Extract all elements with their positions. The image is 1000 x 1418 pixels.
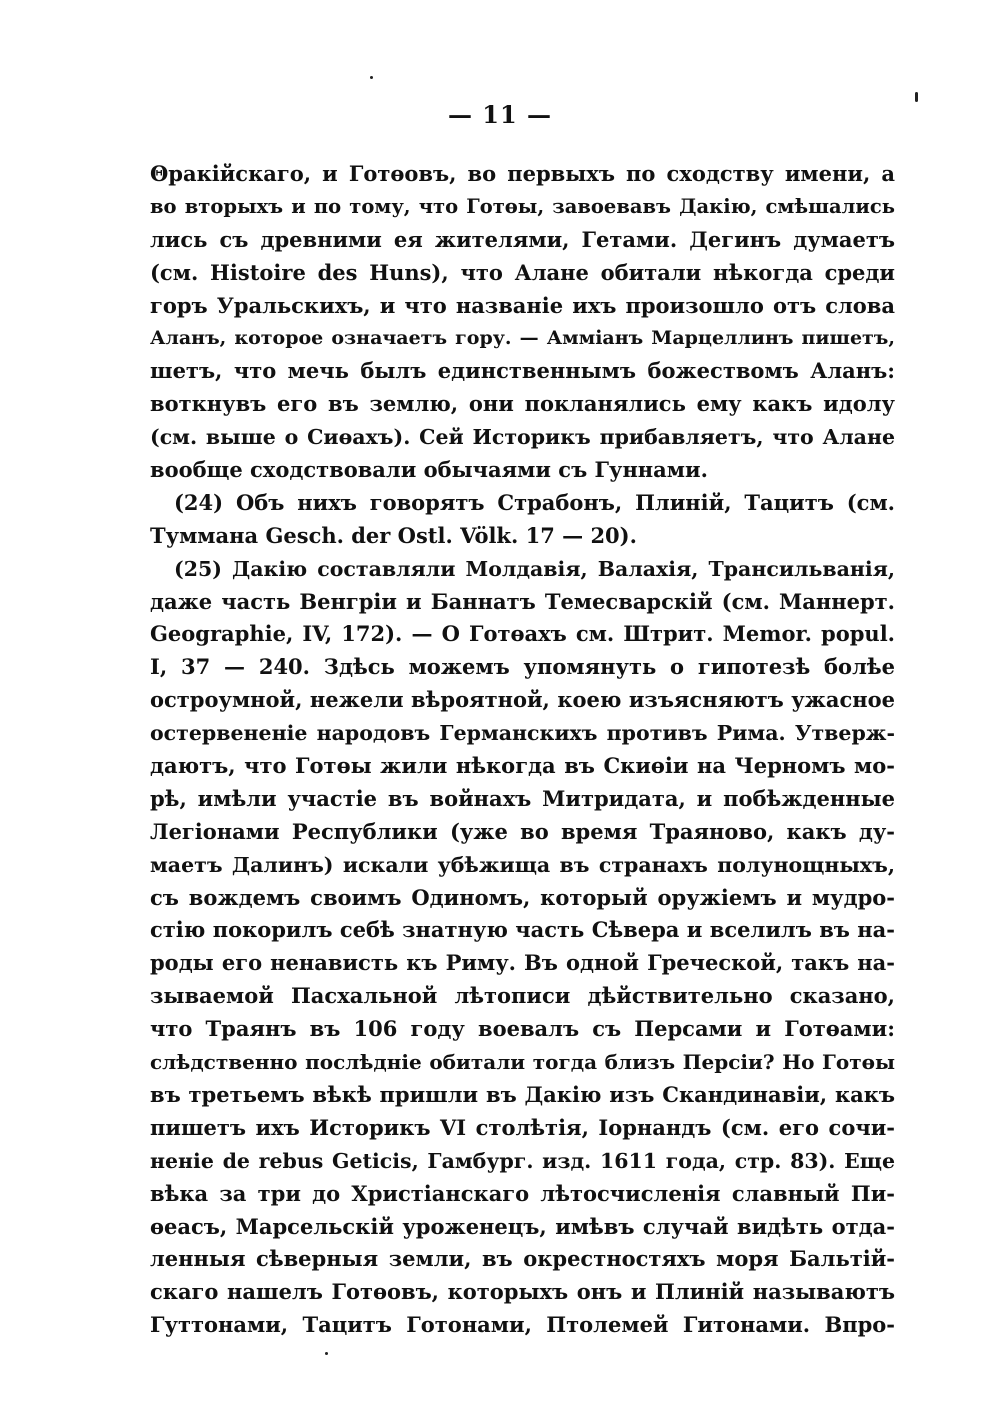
text-line: (24) Объ нихъ говорятъ Страбонъ, Плиній, Тацитъ (см. (174, 489, 895, 515)
text-line: воткнувъ его въ землю, они покланялись ему какъ идолу (150, 391, 895, 417)
text-line: рѣ, имѣли участіе въ войнахъ Митридата, и побѣжденные (150, 785, 895, 811)
text-line: стію покорилъ себѣ знатную часть Сѣвера и вселилъ въ на- (150, 917, 895, 943)
text-line: скаго нашелъ Готөовъ, которыхъ онъ и Плиній называютъ (150, 1279, 895, 1305)
text-line: (см. Histoire des Huns), что Алане обитали нѣкогда среди (150, 259, 895, 285)
text-line: роды его ненависть къ Риму. Въ одной Греческой, такъ на- (150, 950, 895, 976)
text-line: (25) Дакію составляли Молдавія, Валахія, Трансильванія, (174, 556, 895, 581)
text-line: пишетъ ихъ Историкъ VI столѣтія, Іорнандъ (см. его сочи- (150, 1114, 895, 1140)
text-line: Гуттонами, Тацитъ Готонами, Птолемей Гитонами. Впро- (150, 1312, 895, 1338)
text-line: маетъ Далинъ) искали убѣжища въ странахъ полунощныхъ, (150, 852, 895, 877)
text-line: лись съ древними ея жителями, Гетами. Дегинъ думаетъ (150, 226, 895, 252)
footnotes-text (150, 158, 895, 1342)
text-line: Geographie, IV, 172). — О Готөахъ см. Штрит. Memor. popul. (150, 621, 895, 647)
print-speck (325, 1352, 328, 1355)
text-line: I, 37 — 240. Здѣсь можемъ упомянуть о гипотезѣ болѣе (150, 654, 895, 680)
text-line: вѣка за три до Христіанскаго лѣтосчисленія славный Пи- (150, 1180, 895, 1206)
text-line: өеасъ, Марсельскій уроженецъ, имѣвъ случай видѣть отда- (150, 1213, 895, 1239)
text-line: неніе de rebus Geticis, Гамбург. изд. 1611 года, стр. 83). Еще (150, 1148, 895, 1173)
text-line: Аланъ, которое означаетъ гору. — Амміанъ Марцеллинъ пишетъ, (150, 327, 895, 350)
text-line: Θракійскаго, и Готөовъ, во первыхъ по сходству имени, а (150, 161, 895, 186)
text-line: Легіонами Республики (уже во время Траяново, какъ ду- (150, 818, 895, 844)
text-line: Туммана Gesch. der Ostl. Völk. 17 — 20). (150, 522, 637, 548)
text-line: съ вождемъ своимъ Одиномъ, который оружіемъ и мудро- (150, 884, 895, 910)
text-line: остервененіе народовъ Германскихъ противъ Рима. Утверж- (150, 721, 895, 746)
text-line: ленныя сѣверныя земли, въ окрестностяхъ моря Бальтій- (150, 1246, 895, 1272)
text-line: (см. выше о Сиөахъ). Сей Историкъ прибавляетъ, что Алане (150, 425, 895, 450)
text-line: горъ Уральскихъ, и что названіе ихъ произошло отъ слова (150, 292, 895, 318)
text-line: даже часть Венгріи и Баннатъ Темесварскій (см. Маннерт. (150, 588, 895, 614)
text-line: вообще сходствовали обычаями съ Гуннами. (150, 457, 708, 483)
text-line: остроумной, нежели вѣроятной, коею изъясняютъ ужасное (150, 687, 895, 713)
text-line: въ третьемъ вѣкѣ пришли въ Дакію изъ Скандинавіи, какъ (150, 1081, 895, 1107)
text-line: зываемой Пасхальной лѣтописи дѣйствительно сказано, (150, 983, 895, 1009)
page-number: — 11 — (447, 100, 553, 129)
text-line: слѣдственно послѣдніе обитали тогда близъ Персіи? Но Готөы (150, 1050, 895, 1075)
print-speck (370, 76, 373, 79)
print-speck (915, 92, 918, 102)
text-line: шетъ, что мечь былъ единственнымъ божествомъ Аланъ: (150, 358, 895, 384)
text-line: что Траянъ въ 106 году воевалъ съ Персами и Готөами: (150, 1016, 895, 1042)
text-line: во вторыхъ и по тому, что Готөы, завоевавъ Дакію, смѣшались (150, 194, 895, 218)
text-line: даютъ, что Готөы жили нѣкогда въ Скиөіи на Черномъ мо- (150, 753, 895, 779)
